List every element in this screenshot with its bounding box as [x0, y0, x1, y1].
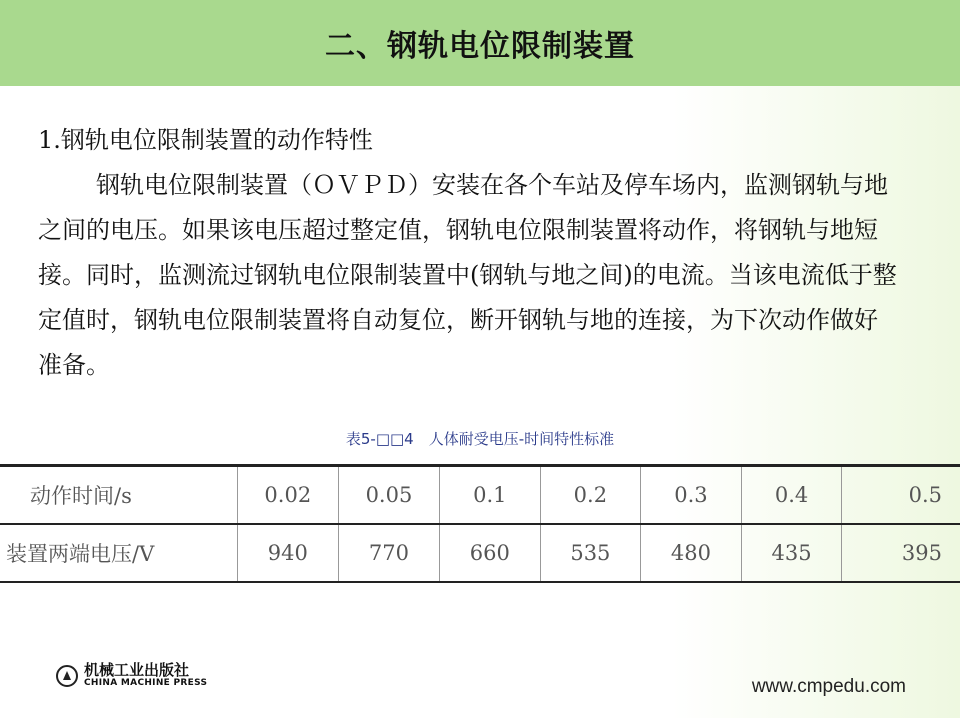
table-cell: 0.5 [842, 466, 960, 525]
table-cell: 0.4 [741, 466, 842, 525]
website-url: www.cmpedu.com [751, 676, 906, 697]
row-label: 动作时间/s [0, 466, 237, 525]
table-cell: 480 [641, 524, 742, 582]
publisher-names [84, 662, 207, 689]
body-text [38, 118, 898, 388]
publisher-logo [56, 662, 207, 689]
publisher-emblem-icon [56, 665, 78, 687]
table-cell: 940 [237, 524, 338, 582]
slide-title: 二、钢轨电位限制装置 [325, 29, 635, 64]
table-row [0, 466, 960, 525]
table-cell: 0.2 [540, 466, 641, 525]
body-paragraph: 钢轨电位限制装置（ＯＶＰＤ）安装在各个车站及停车场内，监测钢轨与地之间的电压。如果该电压超过整定值，钢轨电位限制装置将动作，将钢轨与地短接。同时，监测流过钢轨电位限制装置中(钢轨与地之间)的电流。当该电流低于整定值时，钢轨电位限制装置将自动复位，断开钢轨与地的连接，为下次动作做好准备。 [38, 171, 897, 379]
table-row [0, 524, 960, 582]
table-cell: 435 [741, 524, 842, 582]
publisher-name-en: CHINA MACHINE PRESS [84, 678, 208, 688]
table-cell: 0.1 [440, 466, 541, 525]
section-heading: 1.钢轨电位限制装置的动作特性 [38, 126, 373, 154]
publisher-name-cn: 机械工业出版社 [84, 661, 190, 679]
table-cell: 660 [440, 524, 541, 582]
row-label: 装置两端电压/V [0, 524, 237, 582]
table-caption: 表5-□□4 人体耐受电压-时间特性标准 [345, 430, 615, 448]
data-table [0, 464, 960, 583]
table-cell: 0.3 [641, 466, 742, 525]
table-cell: 395 [842, 524, 960, 582]
table-cell: 770 [338, 524, 439, 582]
table-cell: 535 [540, 524, 641, 582]
table-cell: 0.05 [338, 466, 439, 525]
title-bar [0, 0, 960, 86]
table-cell: 0.02 [237, 466, 338, 525]
